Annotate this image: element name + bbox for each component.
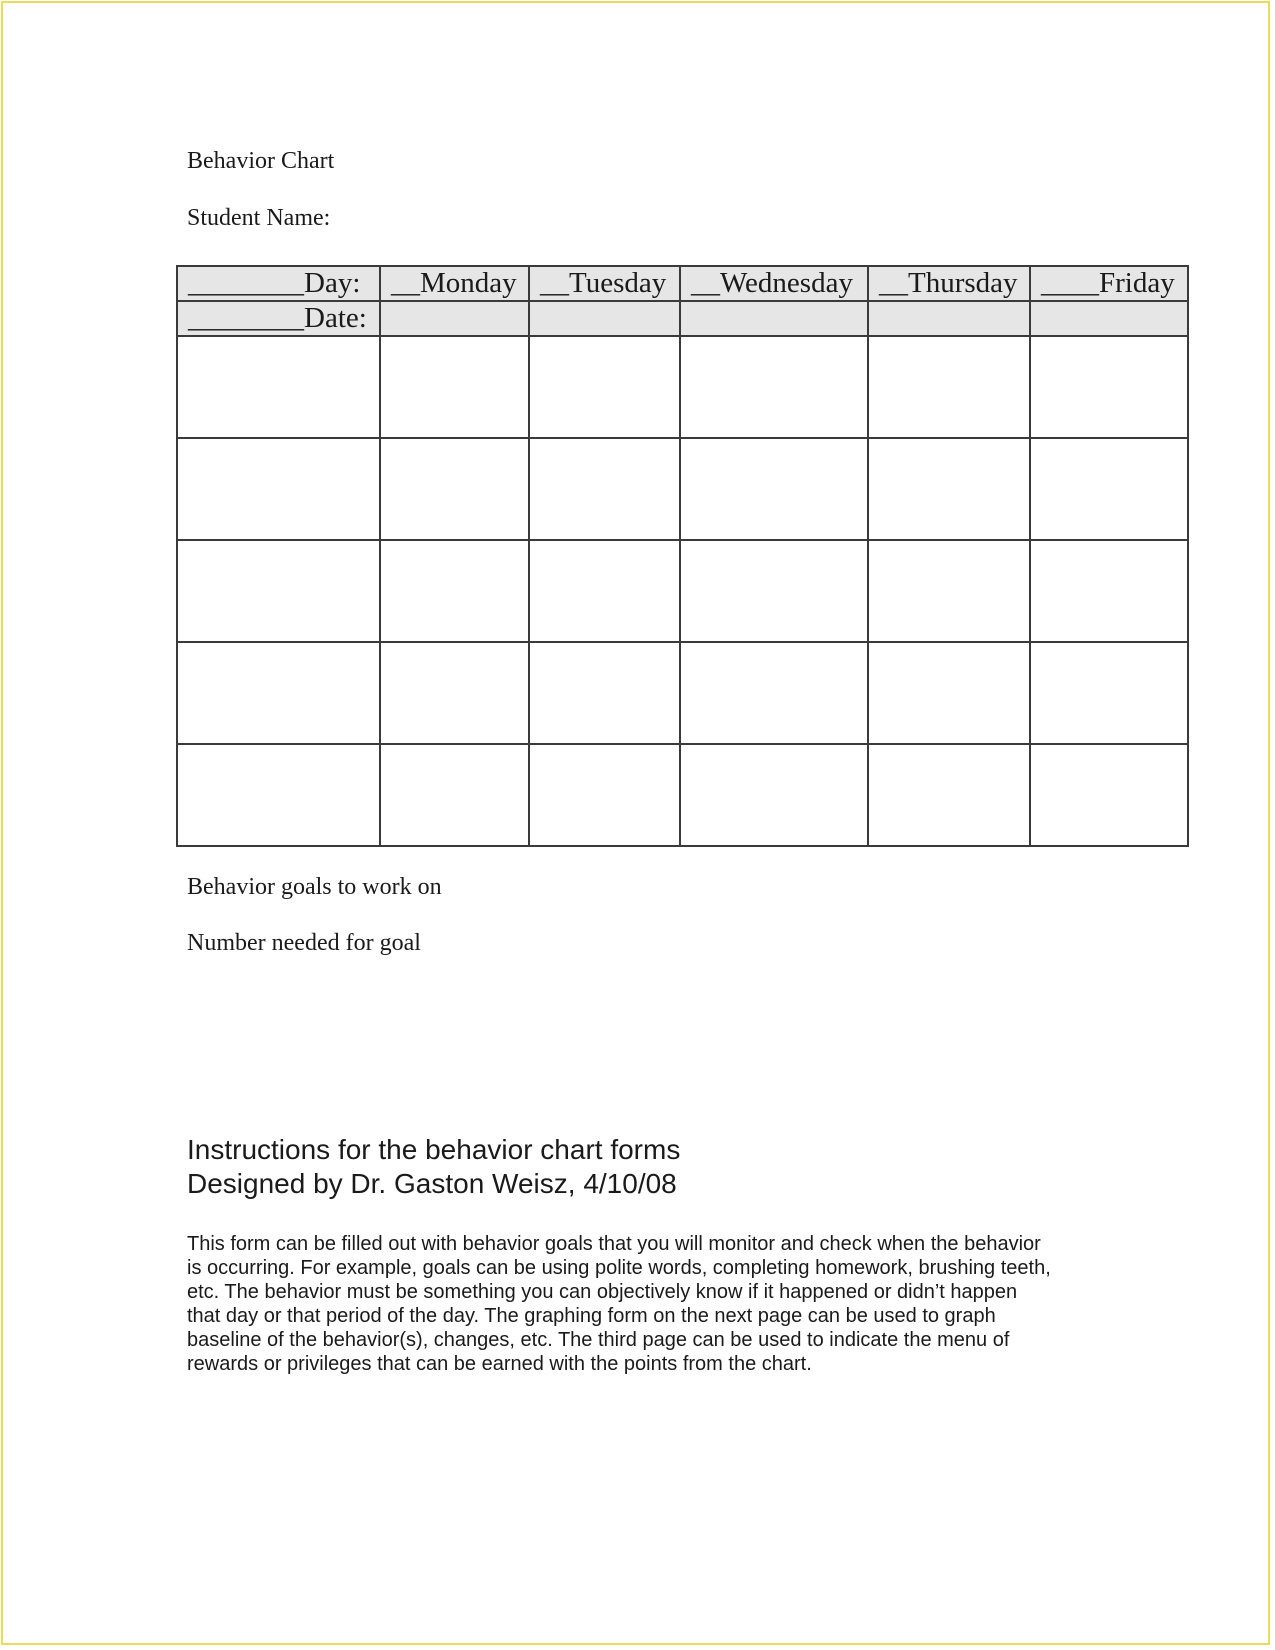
- wednesday-cell[interactable]: [680, 438, 868, 540]
- chart-row: [177, 744, 1188, 846]
- tuesday-cell[interactable]: [529, 336, 680, 438]
- monday-cell[interactable]: [380, 438, 529, 540]
- wednesday-cell[interactable]: [680, 744, 868, 846]
- behavior-chart-table: [176, 265, 1189, 847]
- monday-header-cell: __Monday: [380, 266, 529, 301]
- behavior-cell[interactable]: [177, 336, 380, 438]
- friday-cell[interactable]: [1030, 336, 1188, 438]
- instructions-line: This form can be filled out with behavior goals that you will monitor and check when the behavior: [187, 1233, 1041, 1255]
- wednesday-cell[interactable]: [680, 642, 868, 744]
- date-header-row: [177, 301, 1188, 336]
- behavior-cell[interactable]: [177, 540, 380, 642]
- instructions-title: Instructions for the behavior chart forms: [187, 1134, 681, 1165]
- monday-cell[interactable]: [380, 642, 529, 744]
- instructions-body: [187, 1232, 1107, 1376]
- chart-row: [177, 642, 1188, 744]
- friday-header-cell: ____Friday: [1030, 266, 1188, 301]
- instructions-line: that day or that period of the day. The graphing form on the next page can be used to graph: [187, 1305, 996, 1327]
- behavior-goals-label: Behavior goals to work on: [187, 874, 442, 900]
- number-needed-label: Number needed for goal: [187, 930, 421, 956]
- thursday-cell[interactable]: [868, 744, 1030, 846]
- monday-date-cell[interactable]: [380, 301, 529, 336]
- friday-cell[interactable]: [1030, 540, 1188, 642]
- thursday-cell[interactable]: [868, 438, 1030, 540]
- day-header-row: [177, 266, 1188, 301]
- wednesday-cell[interactable]: [680, 336, 868, 438]
- friday-date-cell[interactable]: [1030, 301, 1188, 336]
- chart-row: [177, 438, 1188, 540]
- thursday-date-cell[interactable]: [868, 301, 1030, 336]
- monday-cell[interactable]: [380, 540, 529, 642]
- day-label-cell: ________Day:: [177, 266, 380, 301]
- instructions-line: is occurring. For example, goals can be using polite words, completing homework, brushing teeth,: [187, 1257, 1051, 1279]
- tuesday-cell[interactable]: [529, 744, 680, 846]
- tuesday-cell[interactable]: [529, 438, 680, 540]
- instructions-line: rewards or privileges that can be earned with the points from the chart.: [187, 1353, 812, 1375]
- instructions-heading: [187, 1133, 680, 1201]
- wednesday-header-cell: __Wednesday: [680, 266, 868, 301]
- thursday-cell[interactable]: [868, 642, 1030, 744]
- instructions-line: etc. The behavior must be something you can objectively know if it happened or didn’t happen: [187, 1281, 1018, 1303]
- tuesday-header-cell: __Tuesday: [529, 266, 680, 301]
- monday-cell[interactable]: [380, 744, 529, 846]
- chart-row: [177, 336, 1188, 438]
- document-title: Behavior Chart: [187, 148, 335, 174]
- behavior-cell[interactable]: [177, 438, 380, 540]
- behavior-cell[interactable]: [177, 642, 380, 744]
- thursday-header-cell: __Thursday: [868, 266, 1030, 301]
- wednesday-date-cell[interactable]: [680, 301, 868, 336]
- thursday-cell[interactable]: [868, 336, 1030, 438]
- wednesday-cell[interactable]: [680, 540, 868, 642]
- tuesday-date-cell[interactable]: [529, 301, 680, 336]
- instructions-line: baseline of the behavior(s), changes, etc. The third page can be used to indicate the menu of: [187, 1329, 1010, 1351]
- friday-cell[interactable]: [1030, 642, 1188, 744]
- student-name-label: Student Name:: [187, 205, 331, 231]
- date-label-cell: ________Date:: [177, 301, 380, 336]
- tuesday-cell[interactable]: [529, 642, 680, 744]
- thursday-cell[interactable]: [868, 540, 1030, 642]
- tuesday-cell[interactable]: [529, 540, 680, 642]
- monday-cell[interactable]: [380, 336, 529, 438]
- friday-cell[interactable]: [1030, 438, 1188, 540]
- chart-row: [177, 540, 1188, 642]
- friday-cell[interactable]: [1030, 744, 1188, 846]
- instructions-author-line: Designed by Dr. Gaston Weisz, 4/10/08: [187, 1168, 677, 1199]
- behavior-cell[interactable]: [177, 744, 380, 846]
